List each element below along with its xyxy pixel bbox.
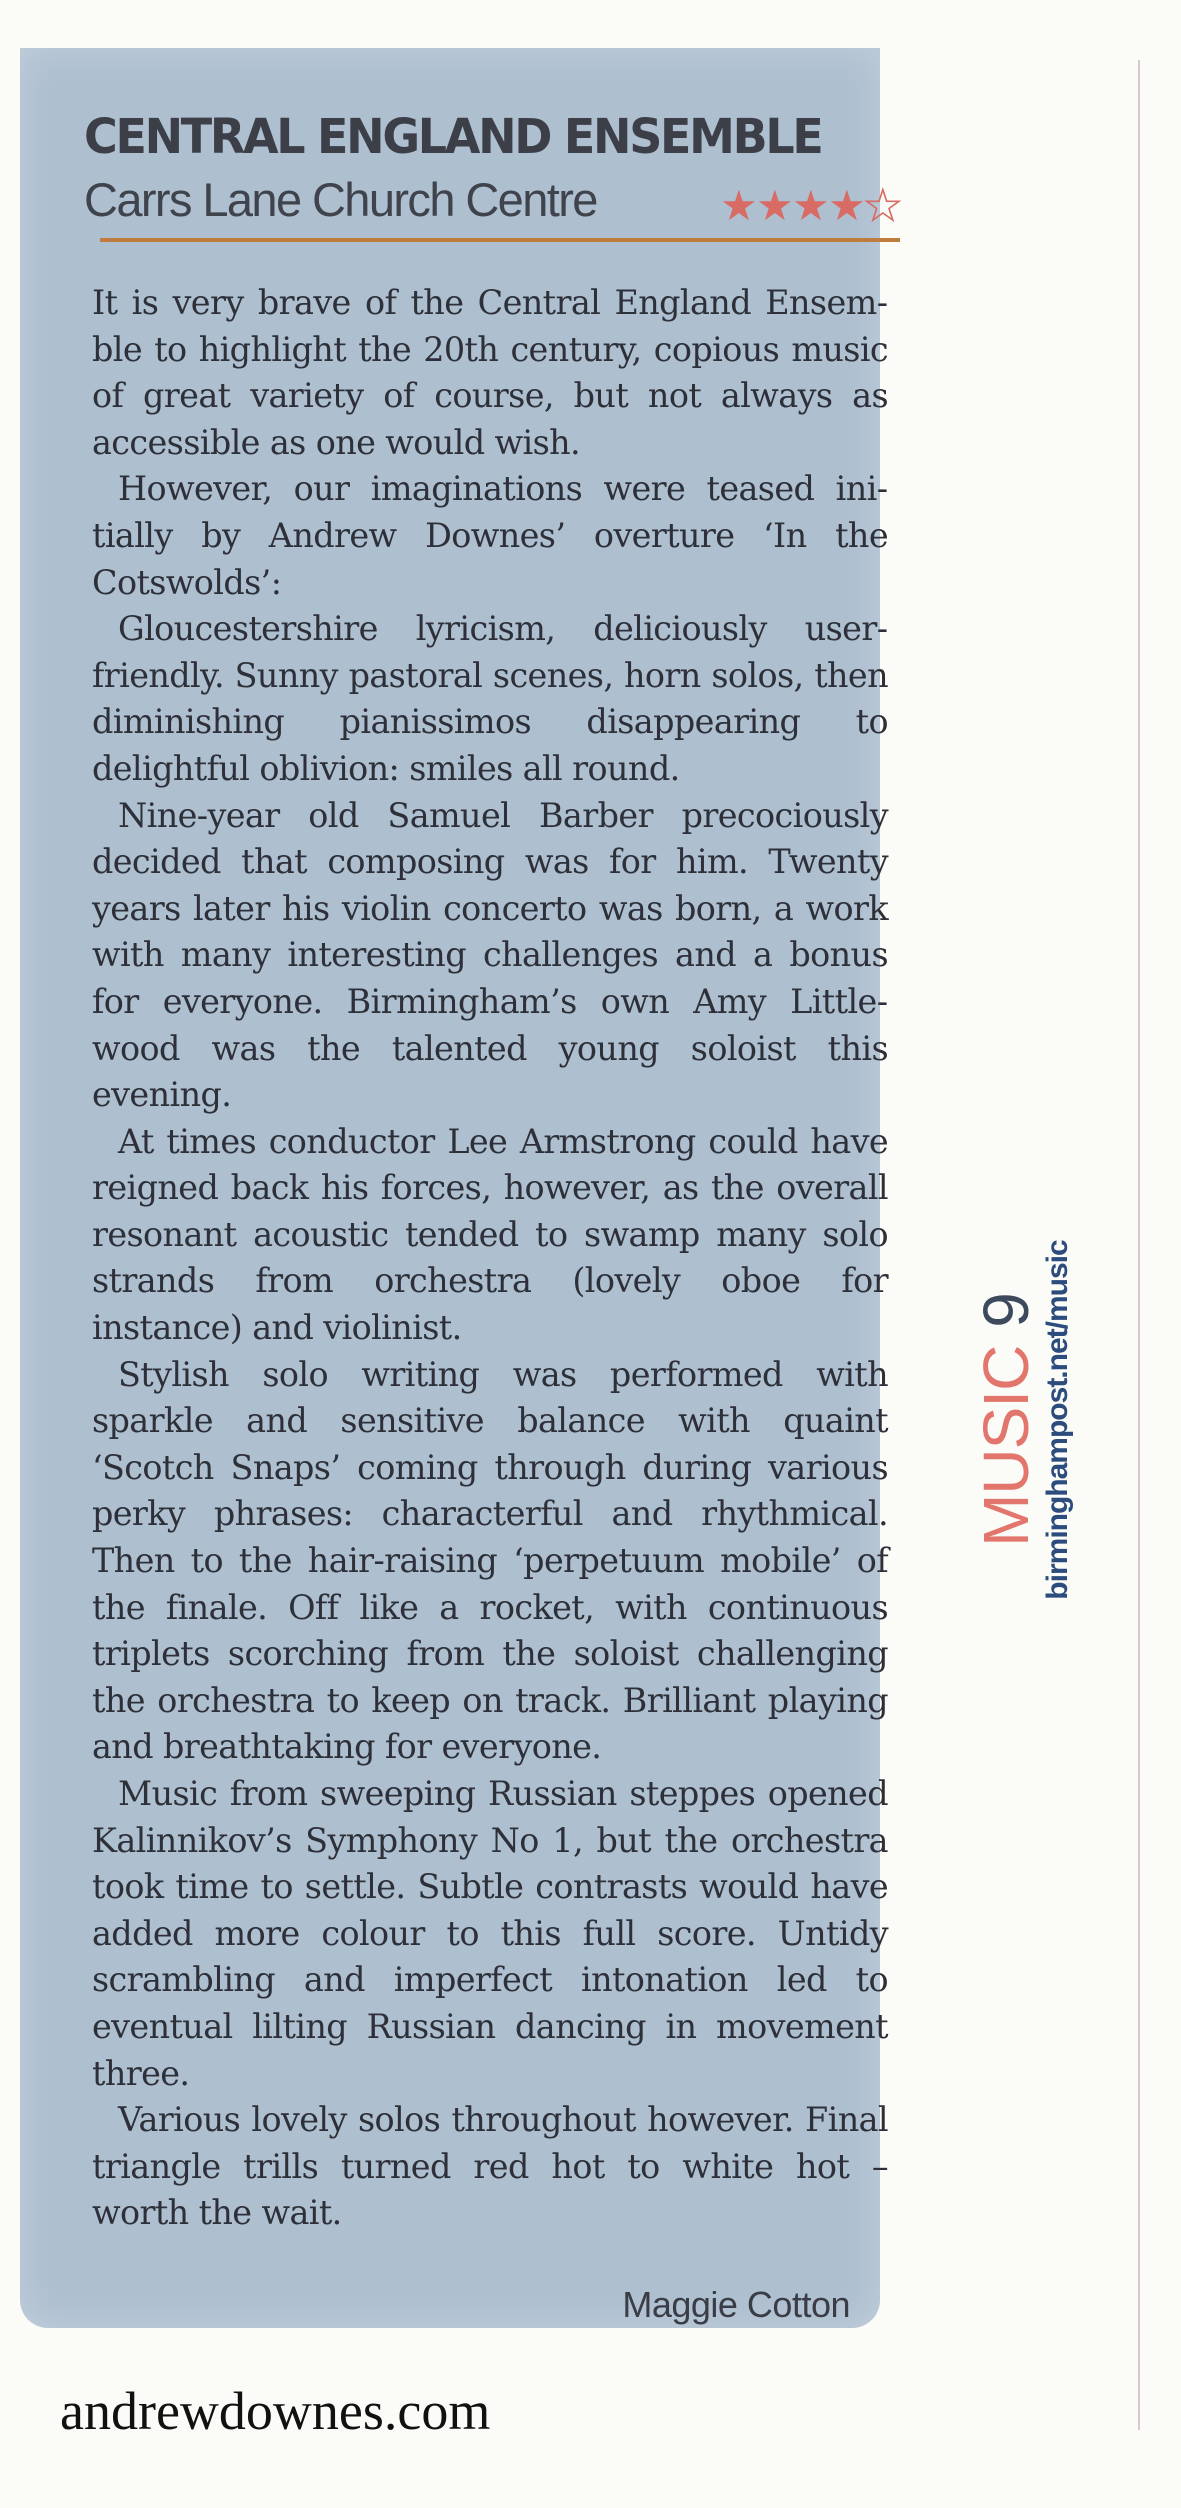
paragraph-6: Stylish solo writing was performed with sparkle and sensitive balance with quaint ‘Scotch Snaps’ coming through during various perky phrases: characterful and rhythmical. Then to the hair-raising ‘perpetuum mobile’ of the finale. Off like a rocket, with continuous triplets scorching from the soloist challenging the orchestra to keep on track. Brilliant playing and breathtaking for everyone.: [92, 1354, 888, 1767]
star-icon-4: ★: [828, 181, 866, 230]
title-rule: [100, 238, 900, 242]
paragraph-5: At times conductor Lee Armstrong could have reigned back his forces, however, as the overall resonant acoustic tended to swamp many solo strands from orchestra (lovely oboe for instance) and violinist.: [92, 1121, 888, 1348]
author-byline: Maggie Cotton: [622, 2284, 850, 2325]
paragraph-2: However, our imaginations were teased initially by Andrew Downes’ overture ‘In the Cotswolds’:: [92, 469, 888, 602]
paragraph-1: It is very brave of the Central England Ensemble to highlight the 20th century, copious music of great variety of course, but not always as accessible as one would wish.: [92, 283, 888, 462]
section-heading: [970, 1240, 1042, 1599]
star-icon-3: ★: [792, 181, 830, 230]
paragraph-3: Gloucestershire lyricism, deliciously userfriendly. Sunny pastoral scenes, horn solos, then diminishing pianissimos disappearing to delightful oblivion: smiles all round.: [92, 609, 888, 788]
footer-website: andrewdownes.com: [60, 2381, 491, 2441]
star-icon-2: ★: [756, 181, 794, 230]
paragraph-7: Music from sweeping Russian steppes opened Kalinnikov’s Symphony No 1, but the orchestra took time to settle. Subtle contrasts would have added more colour to this full score. Untidy scrambling and imperfect intonation led to eventual lilting Russian dancing in movement three.: [92, 1774, 888, 2093]
paragraph-8: Various lovely solos throughout however. Final triangle trills turned red hot to white hot – worth the wait.: [92, 2100, 888, 2233]
star-rating: [720, 182, 910, 230]
review-panel: [20, 48, 902, 2328]
star-icon-1: ★: [720, 181, 758, 230]
review-title: CENTRAL ENGLAND ENSEMBLE: [84, 108, 822, 165]
star-icon-5: ★: [864, 181, 902, 230]
section-name: MUSIC: [970, 1345, 1042, 1547]
page-number: 9: [970, 1293, 1042, 1328]
paragraph-4: Nine-year old Samuel Barber precociously decided that composing was for him. Twenty years later his violin concerto was born, a work with many interesting challenges and a bonus for everyone. Birmingham’s own Amy Littlewood was the talented young soloist this evening.: [92, 795, 888, 1115]
review-venue: Carrs Lane Church Centre: [84, 173, 597, 226]
review-body: [92, 280, 888, 2237]
section-site-url: birminghampost.net/music: [1041, 1240, 1074, 1600]
page-edge-line: [1138, 60, 1140, 2430]
